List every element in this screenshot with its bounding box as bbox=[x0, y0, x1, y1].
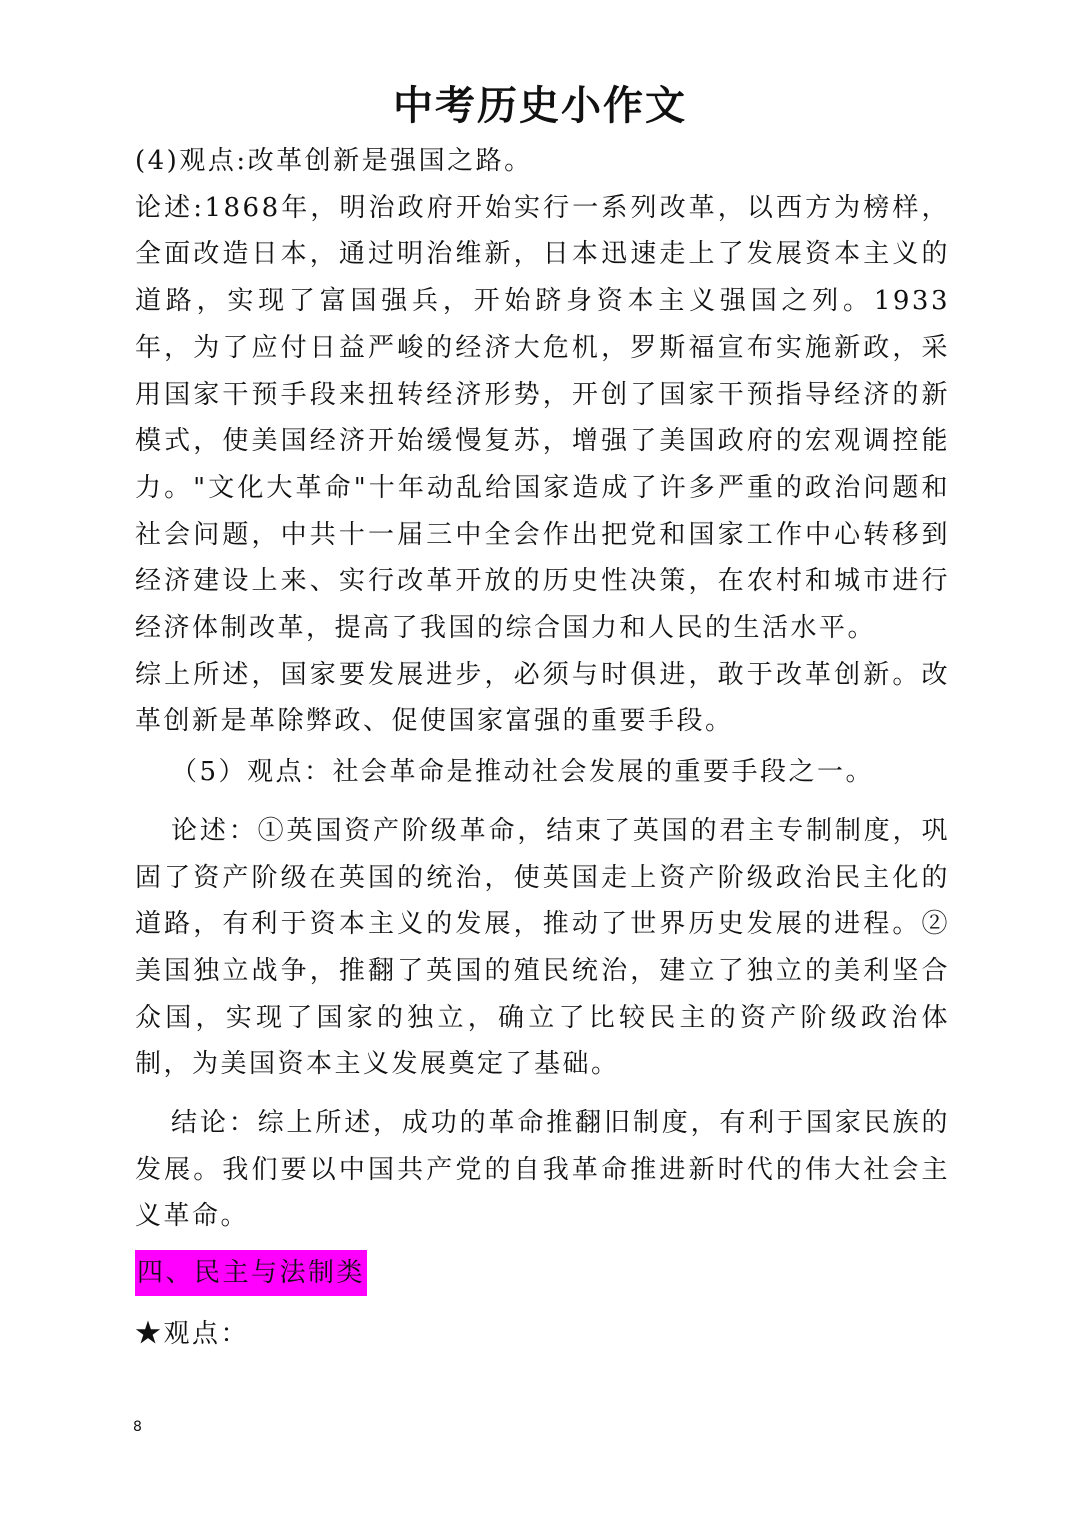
section4-argument: 论述:1868年，明治政府开始实行一系列改革，以西方为榜样，全面改造日本，通过明治维新，日本迅速走上了发展资本主义的道路，实现了富国强兵，开始跻身资本主义强国之列。1933年，为了应付日益严峻的经济大危机，罗斯福宣布实施新政，采用国家干预手段来扭转经济形势，开创了国家干预指导经济的新模式，使美国经济开始缓慢复苏，增强了美国政府的宏观调控能力。"文化大革命"十年动乱给国家造成了许多严重的政治问题和社会问题，中共十一届三中全会作出把党和国家工作中心转移到经济建设上来、实行改革开放的历史性决策，在农村和城市进行经济体制改革，提高了我国的综合国力和人民的生活水平。 bbox=[135, 192, 950, 644]
section5-viewpoint: （5）观点：社会革命是推动社会发展的重要手段之一。 bbox=[171, 757, 875, 788]
category-heading-row bbox=[135, 1240, 950, 1297]
document-body bbox=[135, 138, 950, 1358]
section4-conclusion: 综上所述，国家要发展进步，必须与时俱进，敢于改革创新。改革创新是革除弊政、促使国家富强的重要手段。 bbox=[135, 659, 950, 737]
section4-viewpoint: (4)观点:改革创新是强国之路。 bbox=[135, 146, 533, 176]
star-viewpoint: ★观点： bbox=[135, 1318, 250, 1349]
section5-argument: 论述：①英国资产阶级革命，结束了英国的君主专制制度，巩固了资产阶级在英国的统治，使英国走上资产阶级政治民主化的道路，有利于资本主义的发展，推动了世界历史发展的进程。②美国独立战争，推翻了英国的殖民统治，建立了独立的美利坚合众国，实现了国家的独立，确立了比较民主的资产阶级政治体制，为美国资本主义发展奠定了基础。 bbox=[135, 815, 950, 1080]
page-number: 8 bbox=[133, 1419, 142, 1435]
section5-conclusion: 结论：综上所述，成功的革命推翻旧制度，有利于国家民族的发展。我们要以中国共产党的自我革命推进新时代的伟大社会主义革命。 bbox=[135, 1108, 950, 1232]
category-heading: 四、民主与法制类 bbox=[135, 1250, 367, 1296]
page-title: 中考历史小作文 bbox=[393, 83, 687, 129]
